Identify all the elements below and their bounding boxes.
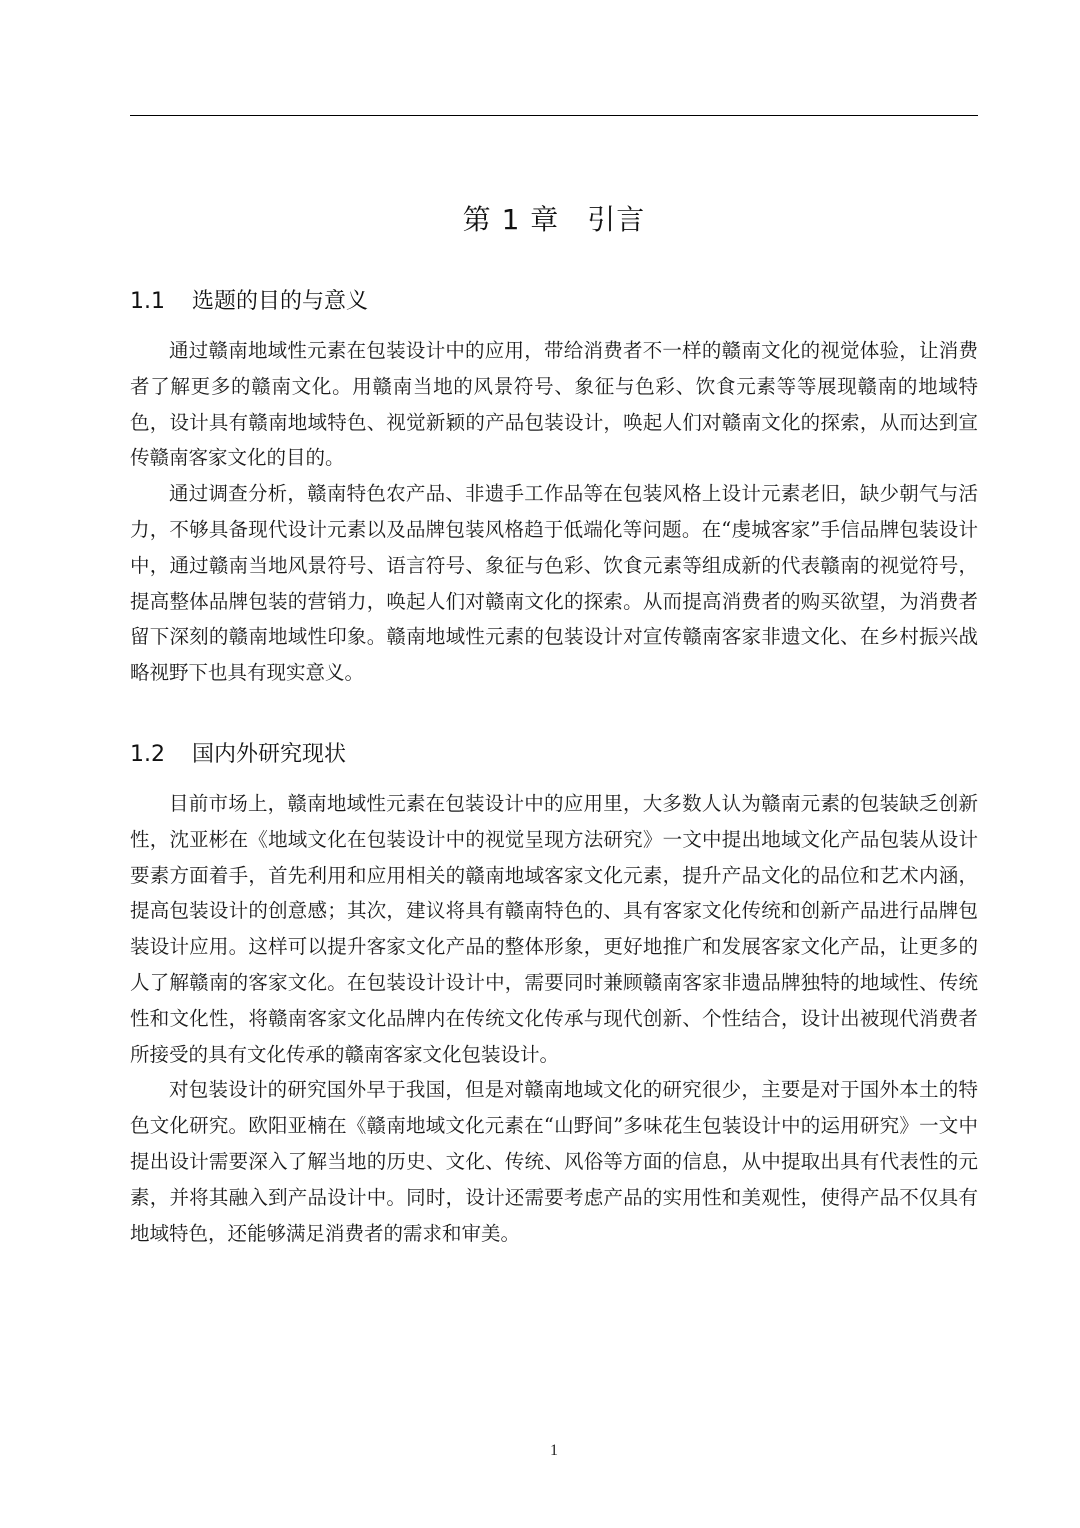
chapter-number: 第 1 章 [462,203,560,236]
header-rule [130,115,978,116]
paragraph: 通过赣南地域性元素在包装设计中的应用，带给消费者不一样的赣南文化的视觉体验，让消费者了解更多的赣南文化。用赣南当地的风景符号、象征与色彩、饮食元素等等展现赣南的地域特色，设计具有赣南地域特色、视觉新颖的产品包装设计，唤起人们对赣南文化的探索，从而达到宣传赣南客家文化的目的。 [130,339,978,470]
page-number: 1 [550,1442,558,1459]
section-title: 国内外研究现状 [192,742,347,767]
section-number: 1.1 [130,289,165,314]
section-title: 选题的目的与意义 [192,289,369,314]
section-1-2-body [130,786,978,1251]
section-number: 1.2 [130,742,165,767]
paragraph: 通过调查分析，赣南特色农产品、非遗手工作品等在包装风格上设计元素老旧，缺少朝气与活力，不够具备现代设计元素以及品牌包装风格趋于低端化等问题。在“虔城客家”手信品牌包装设计中，通过赣南当地风景符号、语言符号、象征与色彩、饮食元素等组成新的代表赣南的视觉符号，提高整体品牌包装的营销力，唤起人们对赣南文化的探索。从而提高消费者的购买欲望，为消费者留下深刻的赣南地域性印象。赣南地域性元素的包装设计对宣传赣南客家非遗文化、在乡村振兴战略视野下也具有现实意义。 [130,482,978,685]
chapter-title-text: 引言 [587,203,646,236]
chapter-title [130,196,978,244]
section-heading-1-1 [130,282,368,322]
paragraph: 目前市场上，赣南地域性元素在包装设计中的应用里，大多数人认为赣南元素的包装缺乏创新性，沈亚彬在《地域文化在包装设计中的视觉呈现方法研究》一文中提出地域文化产品包装从设计要素方面着手，首先利用和应用相关的赣南地域客家文化元素，提升产品文化的品位和艺术内涵，提高包装设计的创意感；其次，建议将具有赣南特色的、具有客家文化传统和创新产品进行品牌包装设计应用。这样可以提升客家文化产品的整体形象，更好地推广和发展客家文化产品，让更多的人了解赣南的客家文化。在包装设计设计中，需要同时兼顾赣南客家非遗品牌独特的地域性、传统性和文化性，将赣南客家文化品牌内在传统文化传承与现代创新、个性结合，设计出被现代消费者所接受的具有文化传承的赣南客家文化包装设计。 [130,792,978,1066]
section-heading-1-2 [130,735,346,775]
paragraph: 对包装设计的研究国外早于我国，但是对赣南地域文化的研究很少，主要是对于国外本土的特色文化研究。欧阳亚楠在《赣南地域文化元素在“山野间”多味花生包装设计中的运用研究》一文中提出设计需要深入了解当地的历史、文化、传统、风俗等方面的信息，从中提取出具有代表性的元素，并将其融入到产品设计中。同时，设计还需要考虑产品的实用性和美观性，使得产品不仅具有地域特色，还能够满足消费者的需求和审美。 [130,1078,978,1245]
section-1-1-body [130,333,978,691]
